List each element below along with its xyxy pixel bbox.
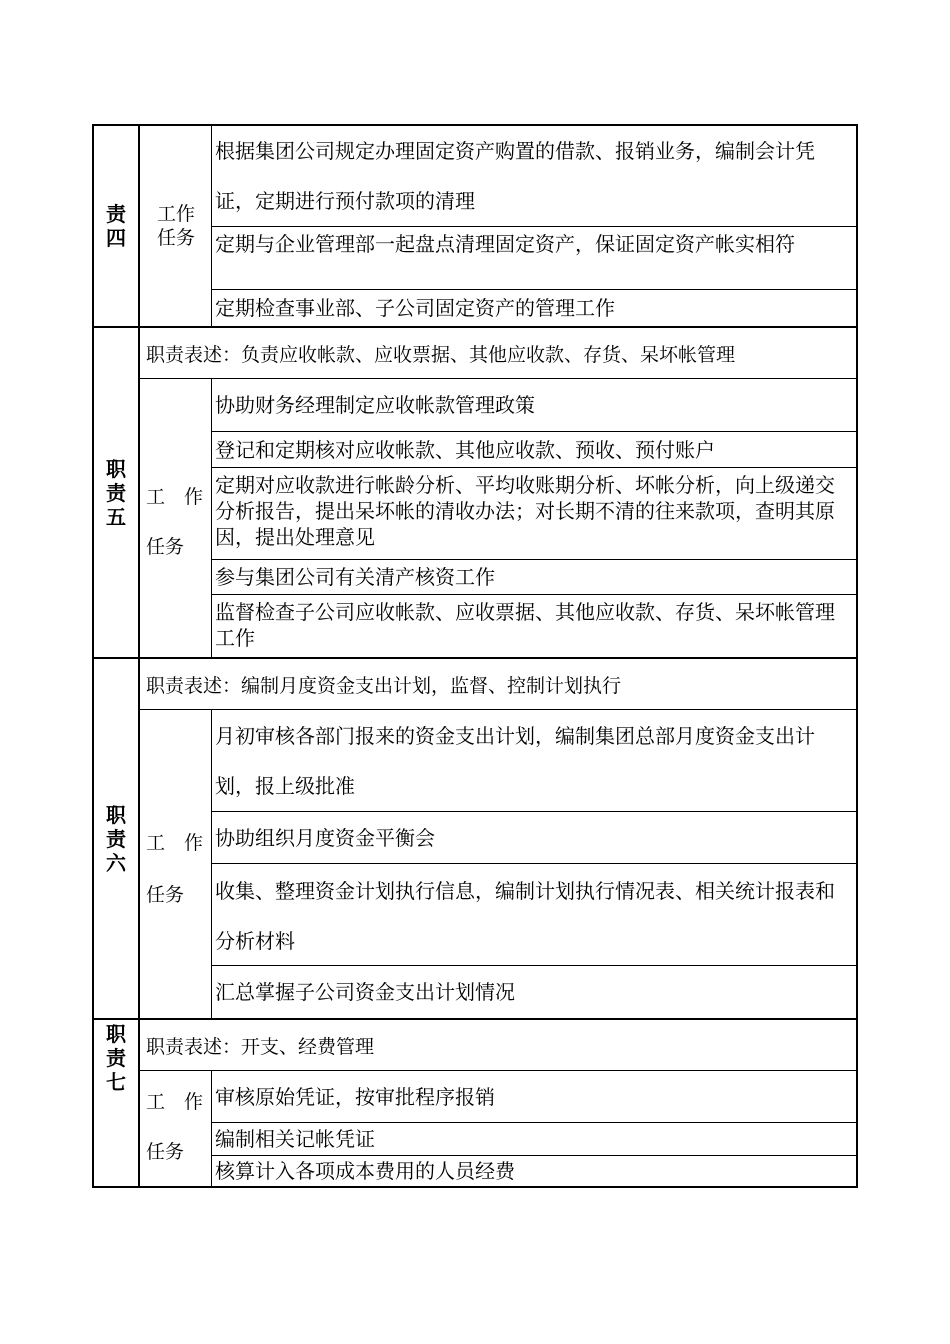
duty-table bbox=[92, 124, 858, 1188]
duty-section-4 bbox=[94, 126, 858, 328]
duty-section-7 bbox=[94, 1020, 858, 1188]
task-label: 工 作 任务 bbox=[140, 1071, 212, 1186]
task-item: 根据集团公司规定办理固定资产购置的借款、报销业务，编制会计凭证，定期进行预付款项的清理 bbox=[212, 126, 856, 227]
task-item: 协助组织月度资金平衡会 bbox=[212, 812, 856, 864]
duty-description: 职责表述：负责应收帐款、应收票据、其他应收款、存货、呆坏帐管理 bbox=[140, 328, 856, 379]
task-item: 收集、整理资金计划执行信息，编制计划执行情况表、相关统计报表和分析材料 bbox=[212, 864, 856, 966]
task-item: 月初审核各部门报来的资金支出计划，编制集团总部月度资金支出计划，报上级批准 bbox=[212, 710, 856, 812]
task-list bbox=[212, 710, 856, 1018]
duty-section-5 bbox=[94, 328, 858, 659]
duty-label: 职责七 bbox=[94, 1020, 140, 1186]
duty-label: 职责五 bbox=[94, 328, 140, 657]
task-item: 参与集团公司有关清产核资工作 bbox=[212, 560, 856, 595]
task-item: 编制相关记帐凭证 bbox=[212, 1123, 856, 1156]
task-item: 协助财务经理制定应收帐款管理政策 bbox=[212, 379, 856, 432]
task-item: 定期对应收款进行帐龄分析、平均收账期分析、坏帐分析，向上级递交分析报告，提出呆坏帐的清收办法；对长期不清的往来款项，查明其原因，提出处理意见 bbox=[212, 468, 856, 560]
task-label: 工作任务 bbox=[140, 126, 212, 326]
task-item: 监督检查子公司应收帐款、应收票据、其他应收款、存货、呆坏帐管理工作 bbox=[215, 600, 835, 650]
task-list bbox=[212, 379, 856, 657]
task-list bbox=[212, 1071, 856, 1186]
duty-description: 职责表述：编制月度资金支出计划，监督、控制计划执行 bbox=[140, 659, 856, 710]
task-item: 登记和定期核对应收帐款、其他应收款、预收、预付账户 bbox=[212, 432, 856, 468]
duty-section-6 bbox=[94, 659, 858, 1020]
task-label: 工 作 任务 bbox=[140, 710, 212, 1018]
task-label: 工 作 任务 bbox=[140, 379, 212, 657]
task-item: 审核原始凭证，按审批程序报销 bbox=[212, 1071, 856, 1123]
task-item: 定期检查事业部、子公司固定资产的管理工作 bbox=[215, 296, 615, 320]
duty-label: 责四 bbox=[94, 126, 140, 326]
duty-label: 职责六 bbox=[94, 659, 140, 1018]
task-list bbox=[212, 126, 856, 326]
task-item: 汇总掌握子公司资金支出计划情况 bbox=[215, 980, 515, 1004]
task-item: 定期与企业管理部一起盘点清理固定资产，保证固定资产帐实相符 bbox=[212, 227, 856, 290]
duty-description: 职责表述：开支、经费管理 bbox=[140, 1020, 856, 1071]
task-item: 核算计入各项成本费用的人员经费 bbox=[215, 1159, 515, 1183]
